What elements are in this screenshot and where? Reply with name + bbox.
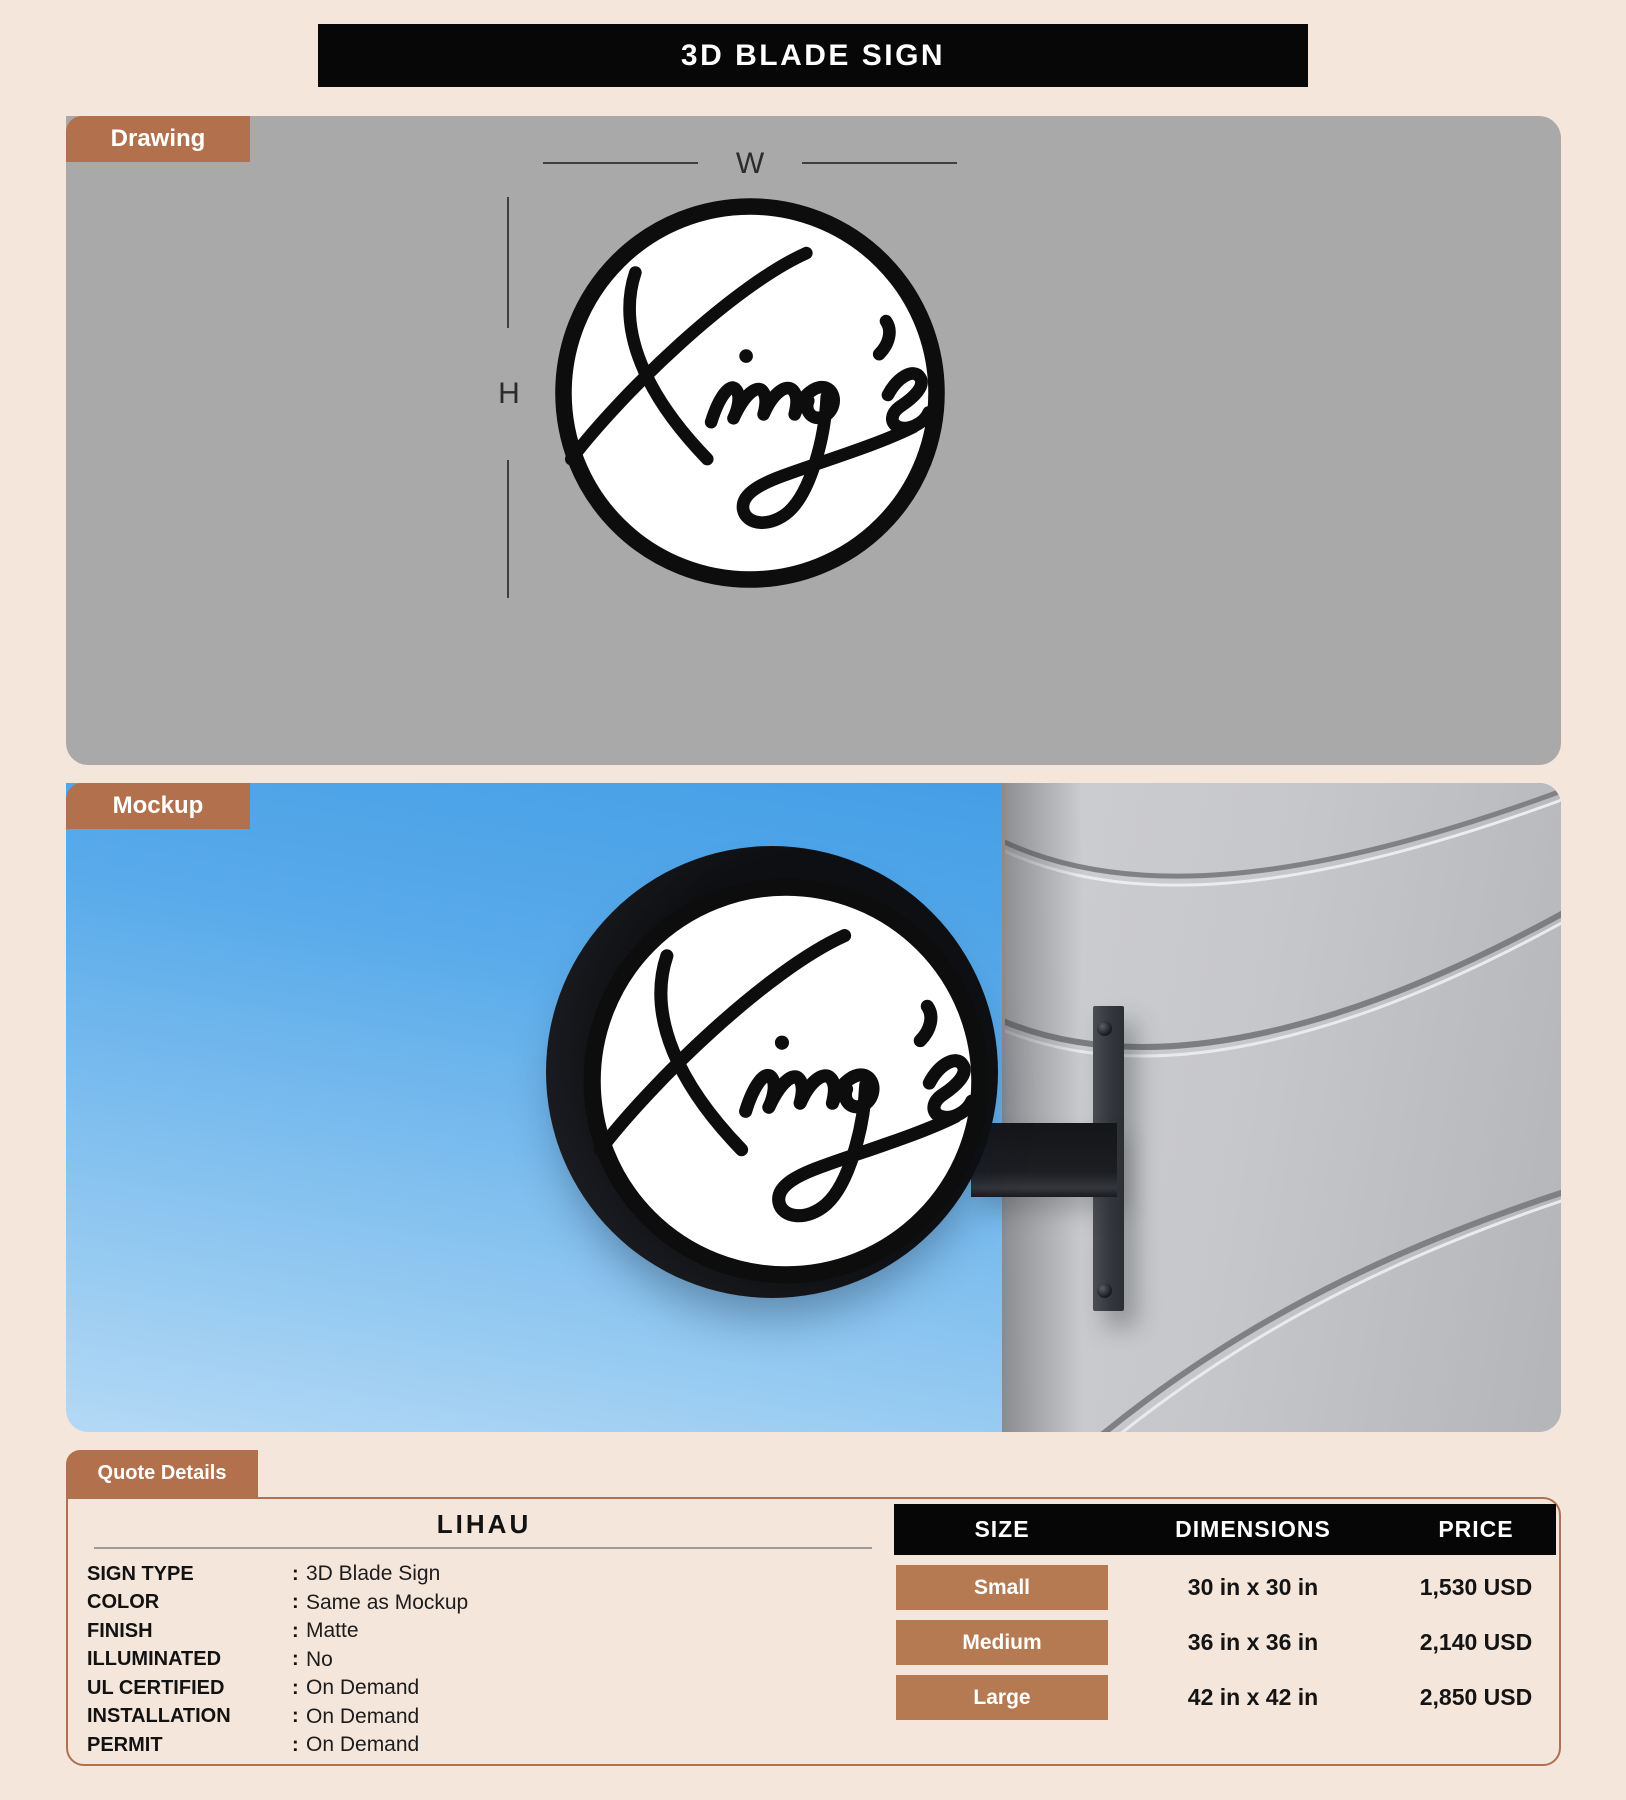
- spec-row-installation: [87, 1703, 877, 1732]
- dimensions-value: 30 in x 30 in: [1187, 1574, 1319, 1600]
- dimensions-value: 36 in x 36 in: [1187, 1629, 1319, 1655]
- spec-value: On Demand: [306, 1733, 420, 1757]
- quote-name: LIHAU: [436, 1509, 532, 1539]
- width-dim-line-left: [543, 162, 698, 164]
- spec-value: On Demand: [306, 1676, 420, 1700]
- spec-label: SIGN TYPE: [87, 1562, 194, 1585]
- spec-colon: :: [292, 1676, 299, 1699]
- price-value: 2,850 USD: [1419, 1684, 1533, 1710]
- spec-label: FINISH: [87, 1619, 153, 1642]
- height-dim-label: H: [498, 377, 520, 410]
- wall-corner-shading: [1002, 783, 1082, 1432]
- spec-row-color: [87, 1589, 877, 1618]
- mockup-panel: [66, 783, 1561, 1432]
- width-dim-line-right: [802, 162, 957, 164]
- spec-value: On Demand: [306, 1704, 420, 1728]
- drawing-panel: [66, 116, 1561, 765]
- dimensions-value: 42 in x 42 in: [1187, 1684, 1319, 1710]
- spec-value: No: [306, 1647, 333, 1671]
- wall-panel-seams: [1002, 783, 1561, 1432]
- spec-colon: :: [292, 1562, 299, 1585]
- price-value: 1,530 USD: [1419, 1574, 1533, 1600]
- spec-value: 3D Blade Sign: [306, 1562, 441, 1586]
- kings-script-logo-drawing: [546, 189, 954, 597]
- spec-colon: :: [292, 1733, 299, 1756]
- size-badge-small: Small: [896, 1565, 1108, 1610]
- spec-label: INSTALLATION: [87, 1705, 231, 1728]
- spec-value: Matte: [306, 1619, 359, 1643]
- price-table-header: [894, 1504, 1556, 1555]
- spec-label: PERMIT: [87, 1733, 163, 1756]
- wall-corner-edge: [1002, 783, 1005, 1432]
- quote-details-panel: [66, 1497, 1561, 1766]
- price-row-medium: [894, 1620, 1556, 1665]
- drawing-section-tab: Drawing: [66, 116, 250, 162]
- spec-colon: :: [292, 1591, 299, 1614]
- header-price: PRICE: [1438, 1516, 1514, 1542]
- quote-name-divider: [94, 1547, 872, 1549]
- header-size: SIZE: [974, 1516, 1030, 1542]
- kings-script-logo-mockup: [574, 869, 998, 1293]
- spec-row-illuminated: [87, 1646, 877, 1675]
- spec-list: [87, 1560, 877, 1760]
- height-dim-line-top: [507, 197, 509, 328]
- spec-label: UL CERTIFIED: [87, 1676, 225, 1699]
- spec-row-permit: [87, 1731, 877, 1760]
- price-row-small: [894, 1565, 1556, 1610]
- mounting-bolt-top: [1097, 1021, 1112, 1036]
- mockup-section-tab: Mockup: [66, 783, 250, 829]
- page-title: 3D BLADE SIGN: [318, 24, 1308, 87]
- quote-details-tab: Quote Details: [66, 1450, 258, 1497]
- price-row-large: [894, 1675, 1556, 1720]
- spec-label: COLOR: [87, 1591, 160, 1614]
- spec-label: ILLUMINATED: [87, 1648, 222, 1671]
- spec-value: Same as Mockup: [306, 1590, 469, 1614]
- spec-row-sign-type: [87, 1560, 877, 1589]
- height-dim-line-bottom: [507, 460, 509, 598]
- width-dim-label: W: [735, 147, 765, 180]
- spec-colon: :: [292, 1705, 299, 1728]
- spec-row-ul-certified: [87, 1674, 877, 1703]
- spec-row-finish: [87, 1617, 877, 1646]
- size-badge-large: Large: [896, 1675, 1108, 1720]
- spec-colon: :: [292, 1648, 299, 1671]
- header-dimensions: DIMENSIONS: [1175, 1516, 1331, 1542]
- price-value: 2,140 USD: [1419, 1629, 1533, 1655]
- mounting-bolt-bottom: [1097, 1283, 1112, 1298]
- size-badge-medium: Medium: [896, 1620, 1108, 1665]
- spec-colon: :: [292, 1619, 299, 1642]
